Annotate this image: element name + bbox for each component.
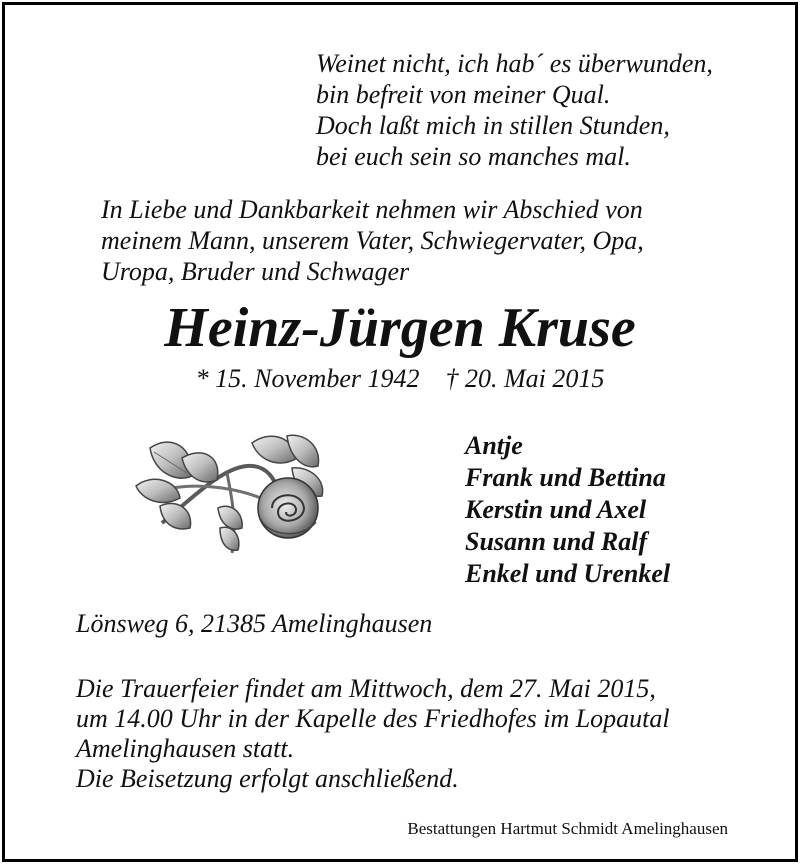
family-member: Susann und Ralf	[465, 527, 648, 556]
poem-line: Doch laßt mich in stillen Stunden,	[316, 111, 670, 140]
family-member: Frank und Bettina	[465, 463, 666, 492]
family-member: Enkel und Urenkel	[465, 559, 671, 588]
farewell-intro	[101, 194, 644, 287]
intro-line: Uropa, Bruder und Schwager	[101, 257, 410, 286]
funeral-info-line: Amelinghausen statt.	[76, 734, 295, 763]
poem	[316, 48, 713, 172]
deceased-name: Heinz-Jürgen Kruse	[164, 297, 636, 359]
family-names	[465, 430, 670, 590]
funeral-info-line: um 14.00 Uhr in der Kapelle des Friedhofes im Lopautal	[76, 704, 670, 733]
death-date: † 20. Mai 2015	[445, 364, 605, 393]
family-address: Lönsweg 6, 21385 Amelinghausen	[76, 609, 433, 638]
funeral-info-line: Die Beisetzung erfolgt anschließend.	[76, 764, 459, 793]
poem-line: bei euch sein so manches mal.	[316, 142, 631, 171]
family-member: Antje	[465, 431, 523, 460]
life-dates	[0, 363, 800, 394]
funeral-info-line: Die Trauerfeier findet am Mittwoch, dem 27. Mai 2015,	[76, 674, 656, 703]
intro-line: meinem Mann, unserem Vater, Schwiegervater, Opa,	[101, 226, 644, 255]
poem-line: bin befreit von meiner Qual.	[316, 80, 611, 109]
family-member: Kerstin und Axel	[465, 495, 647, 524]
funeral-info	[76, 674, 670, 794]
funeral-home: Bestattungen Hartmut Schmidt Amelinghausen	[407, 819, 728, 838]
birth-date: * 15. November 1942	[195, 364, 420, 393]
poem-line: Weinet nicht, ich hab´ es überwunden,	[316, 49, 713, 78]
intro-line: In Liebe und Dankbarkeit nehmen wir Abschied von	[101, 195, 643, 224]
rose-with-leaves-icon	[132, 428, 328, 560]
